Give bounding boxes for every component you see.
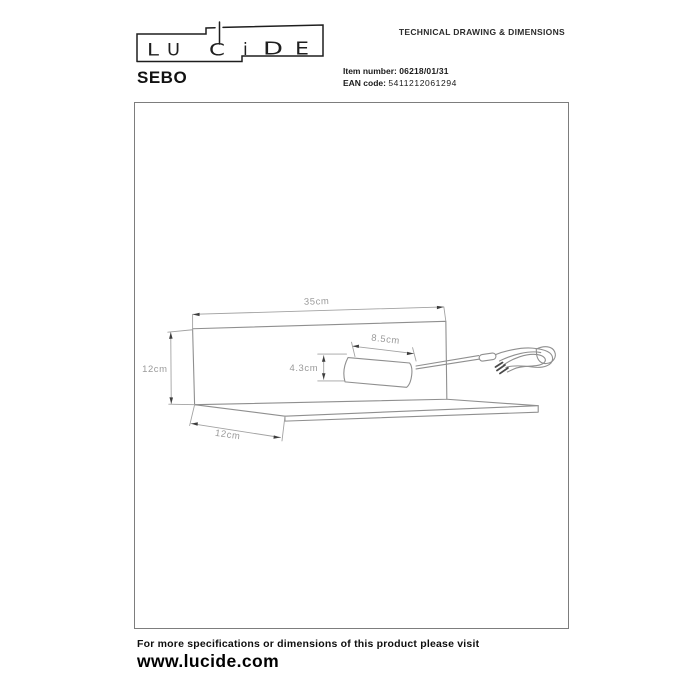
arrowhead — [437, 306, 444, 309]
ean-row — [343, 78, 457, 90]
cord-rod — [416, 356, 480, 369]
dimension-spot-length — [352, 332, 417, 361]
item-number-label: Item number: — [343, 66, 397, 76]
arrowhead — [322, 356, 326, 362]
product-name: SEBO — [137, 68, 188, 87]
item-info — [343, 66, 457, 89]
logo-letter: U — [167, 40, 180, 61]
ean-label: EAN code: — [343, 77, 386, 88]
footer — [137, 638, 479, 672]
arrowhead — [322, 373, 326, 379]
technical-drawing-frame — [134, 102, 569, 629]
logo-letter: E — [295, 38, 309, 60]
arrowhead — [169, 397, 173, 403]
dimension-height-label: 12cm — [142, 362, 168, 374]
logo-letter: D — [263, 38, 283, 60]
dimension-depth-label: 12cm — [214, 426, 242, 442]
dimension-spot-diameter-label: 4.3cm — [289, 361, 319, 373]
dimension-height — [142, 330, 194, 405]
arrowhead — [407, 352, 414, 355]
dimension-spot-diameter — [290, 354, 347, 381]
shelf-front-edge — [285, 406, 538, 421]
spot-lamp-cylinder — [344, 358, 412, 388]
sheet-title: TECHNICAL DRAWING & DIMENSIONS — [398, 27, 565, 37]
item-number-row — [343, 66, 457, 78]
lucide-logo — [130, 18, 330, 68]
dimension-width — [193, 295, 446, 329]
arrowhead — [169, 332, 173, 339]
logo-letter-pendant: C — [209, 40, 225, 61]
arrowhead — [352, 345, 359, 348]
arrowhead — [193, 313, 200, 316]
dimension-spot-length-label: 8.5cm — [370, 331, 401, 346]
item-number-value: 06218/01/31 — [399, 66, 449, 76]
dimension-width-label: 35cm — [303, 295, 330, 307]
technical-drawing — [135, 103, 568, 628]
cord-switch — [479, 353, 497, 362]
logo-letter: L — [147, 40, 160, 61]
ean-value: 5411212061294 — [388, 77, 457, 88]
logo-letter: i — [243, 40, 248, 60]
footer-note: For more specifications or dimensions of this product please visit — [137, 638, 480, 650]
website-link[interactable]: www.lucide.com — [137, 651, 280, 671]
